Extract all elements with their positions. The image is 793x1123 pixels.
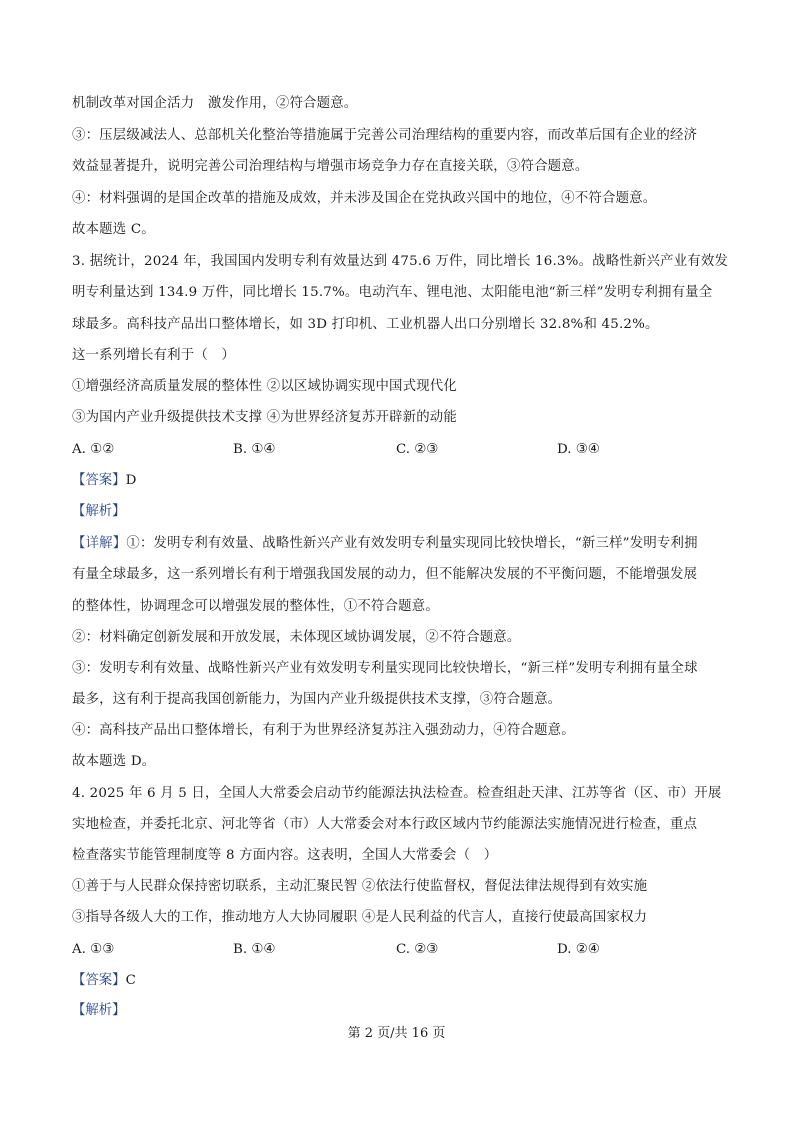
option-b: B. ①④ bbox=[233, 442, 276, 457]
detail-line bbox=[72, 534, 732, 554]
explanation-line: ②：材料确定创新发展和开放发展，未体现区域协调发展，②不符合题意。 bbox=[72, 630, 521, 645]
question-3-stem: 明专利量达到 134.9 万件，同比增长 15.7%。电动汽车、锂电池、太阳能电池“新三样”发明专利拥有量全 bbox=[72, 285, 713, 300]
conclusion-line: 故本题选 C。 bbox=[72, 222, 155, 237]
question-3-prompt: 这一系列增长有利于（ ） bbox=[72, 348, 236, 363]
question-3-statement: ③为国内产业升级提供技术支撑 ④为世界经济复苏开辟新的动能 bbox=[72, 410, 457, 425]
bracket-open: 【 bbox=[72, 536, 86, 551]
detail-label: 详解 bbox=[85, 536, 113, 551]
question-3-statement: ①增强经济高质量发展的整体性 ②以区域协调实现中国式现代化 bbox=[72, 379, 457, 394]
option-d: D. ③④ bbox=[557, 442, 600, 457]
option-d: D. ②④ bbox=[557, 942, 600, 957]
question-3-stem: 3. 据统计，2024 年，我国国内发明专利有效量达到 475.6 万件，同比增长 16.3%。战略性新兴产业有效发 bbox=[72, 254, 729, 269]
paragraph-line: ③：压层级减法人、总部机关化整治等措施属于完善公司治理结构的重要内容，而改革后国有企业的经济 bbox=[72, 128, 698, 143]
question-4-statement: ③指导各级人大的工作，推动地方人大协同履职 ④是人民利益的代言人，直接行使最高国家权力 bbox=[72, 910, 648, 925]
option-a: A. ①③ bbox=[72, 942, 115, 957]
explanation-line: 的整体性，协调理念可以增强发展的整体性，①不符合题意。 bbox=[72, 599, 439, 614]
analysis-label: 解析 bbox=[85, 1003, 113, 1018]
answer-label: 答案 bbox=[85, 473, 113, 488]
answer-label: 答案 bbox=[85, 973, 113, 988]
explanation-line: ③：发明专利有效量、战略性新兴产业有效发明专利量实现同比较快增长，“新三样”发明专利拥有量全球 bbox=[72, 661, 698, 676]
bracket-close: 】 bbox=[112, 473, 126, 488]
answer-value: D bbox=[125, 473, 137, 488]
explanation-line: 最多，这有利于提高我国创新能力，为国内产业升级提供技术支撑，③符合题意。 bbox=[72, 692, 562, 707]
bracket-open: 【 bbox=[72, 973, 86, 988]
bracket-close: 】 bbox=[112, 1003, 126, 1018]
conclusion-line: 故本题选 D。 bbox=[72, 754, 156, 769]
question-4-stem: 实地检查，并委托北京、河北等省（市）人大常委会对本行政区域内节约能源法实施情况进行检查，重点 bbox=[72, 817, 698, 832]
bracket-close: 】 bbox=[112, 504, 126, 519]
bracket-close: 】 bbox=[112, 973, 126, 988]
answer-value: C bbox=[125, 973, 136, 988]
bracket-open: 【 bbox=[72, 1003, 86, 1018]
answer-row bbox=[72, 471, 136, 491]
question-3-stem: 球最多。高科技产品出口整体增长，如 3D 打印机、工业机器人出口分别增长 32.8%和 45.2%。 bbox=[72, 317, 659, 332]
option-c: C. ②③ bbox=[396, 442, 439, 457]
page-footer: 第 2 页/共 16 页 bbox=[347, 1026, 446, 1041]
option-c: C. ②③ bbox=[396, 942, 439, 957]
question-4-stem: 检查落实节能管理制度等 8 方面内容。这表明，全国人大常委会（ ） bbox=[72, 848, 498, 863]
paragraph-line: 机制改革对国企活力 激发作用，②符合题意。 bbox=[72, 96, 358, 111]
paragraph-line: 效益显著提升，说明完善公司治理结构与增强市场竞争力存在直接关联，③符合题意。 bbox=[72, 159, 589, 174]
bracket-open: 【 bbox=[72, 473, 86, 488]
bracket-close: 】 bbox=[112, 536, 127, 551]
bracket-open: 【 bbox=[72, 504, 86, 519]
explanation-line: ④：高科技产品出口整体增长，有利于为世界经济复苏注入强劲动力，④符合题意。 bbox=[72, 723, 575, 738]
option-a: A. ①② bbox=[72, 442, 115, 457]
detail-text: ①：发明专利有效量、战略性新兴产业有效发明专利量实现同比较快增长，“新三样”发明专利拥 bbox=[126, 536, 698, 551]
analysis-heading bbox=[72, 502, 126, 522]
option-b: B. ①④ bbox=[233, 942, 276, 957]
analysis-heading bbox=[72, 1001, 126, 1021]
paragraph-line: ④：材料强调的是国企改革的措施及成效，并未涉及国企在党执政兴国中的地位，④不符合题意。 bbox=[72, 191, 657, 206]
analysis-label: 解析 bbox=[85, 504, 113, 519]
explanation-line: 有量全球最多，这一系列增长有利于增强我国发展的动力，但不能解决发展的不平衡问题，不能增强发展 bbox=[72, 567, 698, 582]
answer-row bbox=[72, 971, 136, 991]
question-4-stem: 4. 2025 年 6 月 5 日，全国人大常委会启动节约能源法执法检查。检查组赴天津、江苏等省（区、市）开展 bbox=[72, 786, 722, 801]
question-4-statement: ①善于与人民群众保持密切联系，主动汇聚民智 ②依法行使监督权，督促法律法规得到有效实施 bbox=[72, 879, 648, 894]
